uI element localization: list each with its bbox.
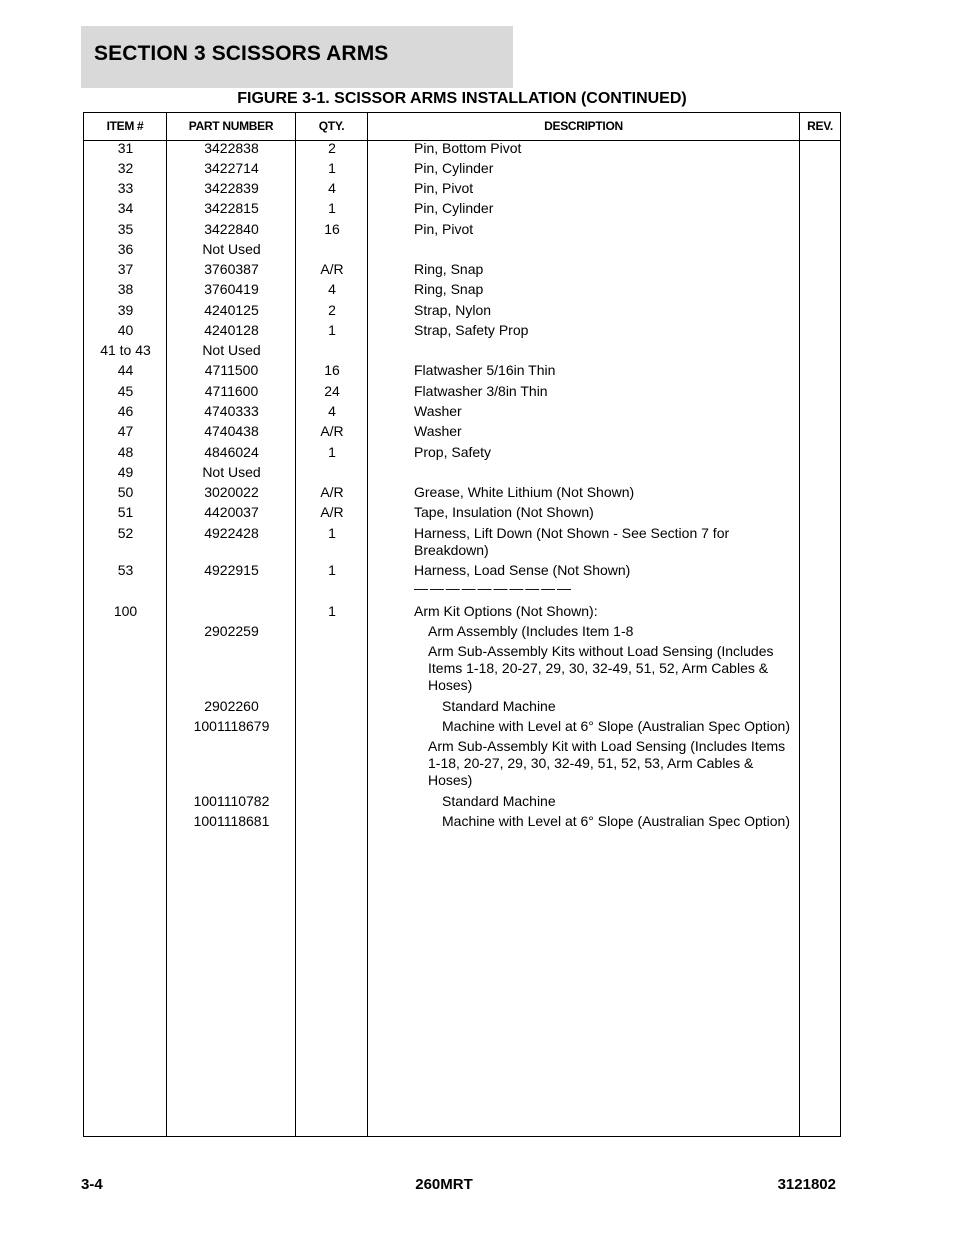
quantity: 1 xyxy=(328,525,336,541)
quantity: 1 xyxy=(328,603,336,619)
item-number: 33 xyxy=(117,180,134,196)
description: Arm Sub-Assembly Kit with Load Sensing (Includes Items 1-18, 20-27, 29, 30, 32-49, 51, 52, 53, Arm Cables & Hoses) xyxy=(428,738,786,788)
part-number: 4711500 xyxy=(204,362,259,378)
part-number: 4740333 xyxy=(204,403,259,419)
quantity: 1 xyxy=(328,444,336,460)
section-header xyxy=(81,26,513,88)
description: Arm Sub-Assembly Kits without Load Sensing (Includes Items 1-18, 20-27, 29, 30, 32-49, 51, 52, Arm Cables & Hoses) xyxy=(428,643,774,693)
quantity: 16 xyxy=(324,221,340,237)
description: Arm Assembly (Includes Item 1-8 xyxy=(428,623,634,639)
description: Strap, Safety Prop xyxy=(414,322,529,338)
description: Machine with Level at 6° Slope (Australian Spec Option) xyxy=(442,718,791,734)
figure-title: FIGURE 3-1. SCISSOR ARMS INSTALLATION (CONTINUED) xyxy=(237,90,687,107)
column-header-qty: QTY. xyxy=(318,119,345,133)
column-header-part-number: PART NUMBER xyxy=(188,119,274,133)
description: Washer xyxy=(414,423,462,439)
part-number: 4420037 xyxy=(204,504,259,520)
quantity: 1 xyxy=(328,322,336,338)
part-number: 3422815 xyxy=(204,200,259,216)
description: Harness, Lift Down (Not Shown - See Section 7 for Breakdown) xyxy=(414,525,730,558)
column-header-item: ITEM # xyxy=(106,119,144,133)
description: Tape, Insulation (Not Shown) xyxy=(414,504,594,520)
item-number: 47 xyxy=(117,423,134,439)
description: Harness, Load Sense (Not Shown) xyxy=(414,562,631,578)
description: Strap, Nylon xyxy=(414,302,492,318)
part-number: 3422714 xyxy=(204,160,259,176)
item-number: 36 xyxy=(117,241,134,257)
description: Grease, White Lithium (Not Shown) xyxy=(414,484,635,500)
item-number: 51 xyxy=(117,504,134,520)
part-number: 4922428 xyxy=(204,525,259,541)
description: Standard Machine xyxy=(442,793,556,809)
quantity: 4 xyxy=(328,403,336,419)
quantity: 4 xyxy=(328,281,336,297)
part-number: 3422838 xyxy=(204,140,259,156)
item-number: 41 to 43 xyxy=(100,342,151,358)
part-number: Not Used xyxy=(202,464,261,480)
part-number: 2902259 xyxy=(204,623,259,639)
part-number: 1001110782 xyxy=(193,793,270,809)
item-number: 49 xyxy=(117,464,134,480)
part-number: Not Used xyxy=(202,241,261,257)
item-number: 37 xyxy=(117,261,134,277)
item-number: 100 xyxy=(113,603,138,619)
parts-table xyxy=(83,112,841,1137)
item-number: 35 xyxy=(117,221,134,237)
part-number: 1001118679 xyxy=(193,718,270,734)
quantity: A/R xyxy=(320,504,344,520)
part-number: 1001118681 xyxy=(193,813,270,829)
item-number: 46 xyxy=(117,403,134,419)
part-number: 4240125 xyxy=(204,302,259,318)
part-number: 3760387 xyxy=(204,261,259,277)
column-header-description: DESCRIPTION xyxy=(544,119,623,133)
quantity: 2 xyxy=(328,302,336,318)
part-number: 4740438 xyxy=(204,423,259,439)
description: Ring, Snap xyxy=(414,261,484,277)
description: Pin, Cylinder xyxy=(414,200,494,216)
description: Flatwasher 3/8in Thin xyxy=(414,383,548,399)
column-header-rev: REV. xyxy=(807,119,833,133)
description: Standard Machine xyxy=(442,698,556,714)
description: Pin, Bottom Pivot xyxy=(414,140,522,156)
item-number: 48 xyxy=(117,444,134,460)
quantity: A/R xyxy=(320,484,344,500)
part-number: 4922915 xyxy=(204,562,259,578)
document-number: 3121802 xyxy=(777,1176,836,1193)
item-number: 44 xyxy=(117,362,134,378)
part-number: 2902260 xyxy=(204,698,259,714)
description: Flatwasher 5/16in Thin xyxy=(414,362,556,378)
quantity: A/R xyxy=(320,261,344,277)
item-number: 38 xyxy=(117,281,134,297)
part-number: Not Used xyxy=(202,342,261,358)
item-number: 52 xyxy=(117,525,134,541)
description: Washer xyxy=(414,403,462,419)
part-number: 4846024 xyxy=(204,444,259,460)
quantity: 16 xyxy=(324,362,340,378)
item-number: 45 xyxy=(117,383,134,399)
part-number: 3422840 xyxy=(204,221,259,237)
model-name: 260MRT xyxy=(415,1176,473,1193)
section-title: SECTION 3 SCISSORS ARMS xyxy=(94,42,389,65)
item-number: 39 xyxy=(117,302,134,318)
quantity: 2 xyxy=(328,140,336,156)
quantity: 1 xyxy=(328,200,336,216)
description: Ring, Snap xyxy=(414,281,484,297)
description: Machine with Level at 6° Slope (Australian Spec Option) xyxy=(442,813,791,829)
item-number: 31 xyxy=(117,140,134,156)
description: Arm Kit Options (Not Shown): xyxy=(414,603,598,619)
quantity: 1 xyxy=(328,562,336,578)
quantity: 1 xyxy=(328,160,336,176)
description: Pin, Cylinder xyxy=(414,160,494,176)
column-divider xyxy=(799,113,800,1136)
part-number: 3422839 xyxy=(204,180,259,196)
item-number: 50 xyxy=(117,484,134,500)
part-number: 4240128 xyxy=(204,322,259,338)
item-number: 32 xyxy=(117,160,134,176)
item-number: 34 xyxy=(117,200,134,216)
description: Pin, Pivot xyxy=(414,221,474,237)
description: Prop, Safety xyxy=(414,444,492,460)
quantity: 4 xyxy=(328,180,336,196)
part-number: 3760419 xyxy=(204,281,259,297)
item-number: 53 xyxy=(117,562,134,578)
quantity: 24 xyxy=(324,383,340,399)
item-number: 40 xyxy=(117,322,134,338)
page-number: 3-4 xyxy=(81,1176,103,1193)
quantity: A/R xyxy=(320,423,344,439)
description: Pin, Pivot xyxy=(414,180,474,196)
part-number: 4711600 xyxy=(204,383,259,399)
separator-dashes: — — — — — — — — — — xyxy=(414,580,571,596)
part-number: 3020022 xyxy=(204,484,259,500)
